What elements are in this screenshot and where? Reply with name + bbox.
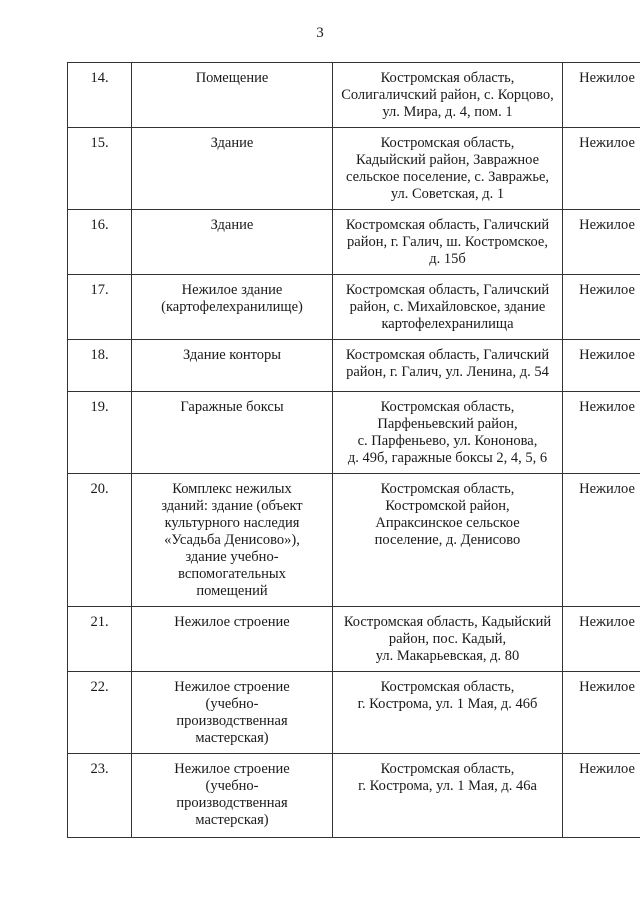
row-number: 18. [68,340,132,392]
row-number: 17. [68,275,132,340]
table-row [68,63,640,128]
row-number: 23. [68,754,132,838]
row-number: 22. [68,672,132,754]
object-type: Нежилое [563,63,640,128]
object-address-line: поселение, д. Денисово [374,532,521,548]
row-number: 20. [68,474,132,607]
object-address-line: район, пос. Кадый, [388,631,507,647]
object-type: Нежилое [563,607,640,672]
object-name-line: (учебно- [205,778,259,794]
object-address-line: сельское поселение, с. Завражье, [345,169,550,185]
object-name [132,210,333,275]
object-address-line: д. 49б, гаражные боксы 2, 4, 5, 6 [347,450,548,466]
object-address [333,672,563,754]
object-name [132,340,333,392]
object-address-line: Парфеньевский район, [377,416,518,432]
object-address-line: район, с. Михайловское, здание [349,299,546,315]
object-address-line: район, г. Галич, ш. Костромское, [347,234,548,250]
object-name [132,754,333,838]
object-name [132,275,333,340]
object-name [132,63,333,128]
object-address [333,474,563,607]
object-address [333,754,563,838]
row-number: 16. [68,210,132,275]
object-name-line: Комплекс нежилых [172,481,292,497]
object-name-line: (картофелехранилище) [161,299,303,315]
object-address-line: Костромская область, Галичский [345,282,550,298]
object-name-line: зданий: здание (объект [161,498,303,514]
object-address-line: ул. Мира, д. 4, пом. 1 [382,104,513,120]
object-address [333,607,563,672]
object-name [132,392,333,474]
object-type: Нежилое [563,392,640,474]
object-address-line: Апраксинское сельское [375,515,520,531]
object-address [333,63,563,128]
object-address [333,340,563,392]
object-type: Нежилое [563,754,640,838]
row-number: 21. [68,607,132,672]
object-address [333,275,563,340]
object-name-line: Гаражные боксы [180,399,284,415]
property-table-body [68,63,640,838]
object-name [132,474,333,607]
table-row [68,672,640,754]
object-address-line: Костромская область, [380,481,515,497]
object-address-line: д. 15б [429,251,466,267]
object-address-line: Кадыйский район, Завражное [356,152,539,168]
object-name-line: мастерская) [195,812,269,828]
row-number: 14. [68,63,132,128]
table-row [68,340,640,392]
page-number: 3 [316,25,324,41]
object-name-line: (учебно- [205,696,259,712]
object-type: Нежилое [563,340,640,392]
object-name-line: Здание [210,217,254,233]
object-address-line: Костромская область, Кадыйский [343,614,552,630]
object-type: Нежилое [563,275,640,340]
object-type: Нежилое [563,672,640,754]
object-address-line: г. Кострома, ул. 1 Мая, д. 46б [357,696,538,712]
object-name-line: Нежилое здание [181,282,283,298]
object-address-line: Костромская область, Галичский [345,347,550,363]
object-type: Нежилое [563,474,640,607]
object-name [132,607,333,672]
table-row [68,474,640,607]
object-address-line: ул. Советская, д. 1 [390,186,505,202]
row-number: 15. [68,128,132,210]
object-address-line: Костромская область, [380,679,515,695]
object-address-line: ул. Макарьевская, д. 80 [375,648,520,664]
object-name-line: производственная [176,795,288,811]
object-name-line: Помещение [195,70,269,86]
object-address-line: район, г. Галич, ул. Ленина, д. 54 [346,364,549,380]
object-address-line: Костромской район, [385,498,510,514]
object-address-line: Костромская область, Галичский [345,217,550,233]
object-name-line: Нежилое строение [174,679,290,695]
object-name-line: Нежилое строение [174,761,290,777]
object-name-line: здание учебно- [185,549,279,565]
table-row [68,754,640,838]
table-row [68,210,640,275]
object-name-line: «Усадьба Денисово»), [164,532,300,548]
object-name-line: Нежилое строение [174,614,290,630]
table-row [68,392,640,474]
object-name [132,672,333,754]
object-address [333,128,563,210]
object-name [132,128,333,210]
object-address-line: картофелехранилища [381,316,514,332]
object-address-line: Костромская область, [380,135,515,151]
object-address-line: г. Кострома, ул. 1 Мая, д. 46а [358,778,537,794]
object-address [333,392,563,474]
object-address [333,210,563,275]
object-name-line: культурного наследия [164,515,300,531]
table-row [68,128,640,210]
object-address-line: Солигаличский район, с. Корцово, [341,87,554,103]
object-address-line: Костромская область, [380,399,515,415]
object-name-line: помещений [196,583,268,599]
object-name-line: вспомогательных [178,566,286,582]
property-table [67,62,640,838]
object-type: Нежилое [563,210,640,275]
object-name-line: мастерская) [195,730,269,746]
object-name-line: Здание [210,135,254,151]
object-type: Нежилое [563,128,640,210]
object-address-line: с. Парфеньево, ул. Кононова, [357,433,538,449]
object-name-line: производственная [176,713,288,729]
object-name-line: Здание конторы [182,347,281,363]
object-address-line: Костромская область, [380,761,515,777]
table-row [68,275,640,340]
object-address-line: Костромская область, [380,70,515,86]
table-row [68,607,640,672]
row-number: 19. [68,392,132,474]
